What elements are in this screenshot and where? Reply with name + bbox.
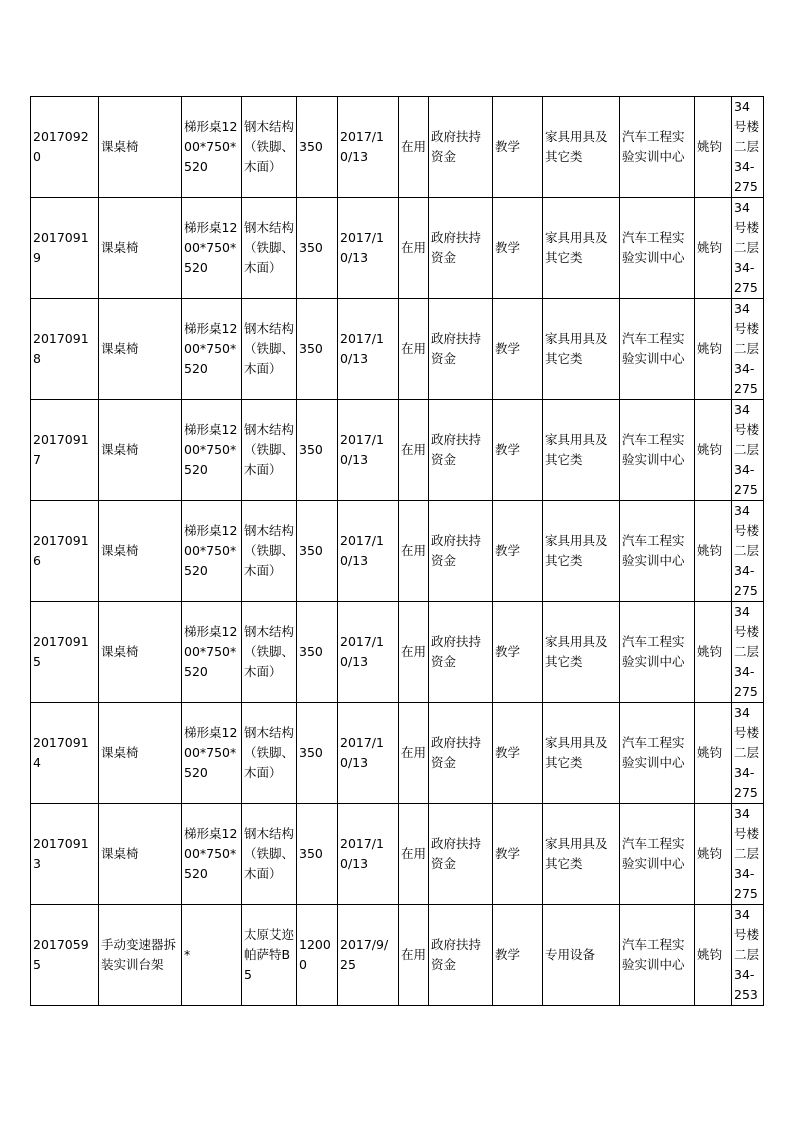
asset-id-cell: 20170919 <box>31 198 99 299</box>
category-cell: 家具用具及其它类 <box>543 804 620 905</box>
model-cell: 梯形桌1200*750*520 <box>182 602 242 703</box>
asset-name-cell: 课桌椅 <box>99 501 182 602</box>
keeper-cell: 姚钧 <box>695 804 732 905</box>
location-cell: 34号楼二层34-275 <box>732 97 764 198</box>
table-row <box>31 97 764 198</box>
usage-cell: 教学 <box>493 602 543 703</box>
usage-cell: 教学 <box>493 97 543 198</box>
model-cell: 梯形桌1200*750*520 <box>182 198 242 299</box>
date-cell: 2017/10/13 <box>338 400 399 501</box>
model-cell: 梯形桌1200*750*520 <box>182 703 242 804</box>
status-cell: 在用 <box>399 905 429 1006</box>
spec-cell: 钢木结构（铁脚、木面） <box>242 97 297 198</box>
table-row <box>31 602 764 703</box>
department-cell: 汽车工程实验实训中心 <box>620 804 695 905</box>
keeper-cell: 姚钧 <box>695 602 732 703</box>
cost-cell: 350 <box>297 501 338 602</box>
asset-id-cell: 20170916 <box>31 501 99 602</box>
department-cell: 汽车工程实验实训中心 <box>620 97 695 198</box>
keeper-cell: 姚钧 <box>695 97 732 198</box>
date-cell: 2017/10/13 <box>338 703 399 804</box>
spec-cell: 太原艾迩帕萨特B5 <box>242 905 297 1006</box>
asset-name-cell: 课桌椅 <box>99 400 182 501</box>
table-row <box>31 905 764 1006</box>
date-cell: 2017/10/13 <box>338 299 399 400</box>
keeper-cell: 姚钧 <box>695 501 732 602</box>
table-row <box>31 804 764 905</box>
cost-cell: 350 <box>297 299 338 400</box>
table-row <box>31 501 764 602</box>
usage-cell: 教学 <box>493 905 543 1006</box>
status-cell: 在用 <box>399 198 429 299</box>
spec-cell: 钢木结构（铁脚、木面） <box>242 198 297 299</box>
cost-cell: 350 <box>297 804 338 905</box>
usage-cell: 教学 <box>493 198 543 299</box>
keeper-cell: 姚钧 <box>695 400 732 501</box>
table-row <box>31 198 764 299</box>
category-cell: 专用设备 <box>543 905 620 1006</box>
keeper-cell: 姚钧 <box>695 198 732 299</box>
model-cell: 梯形桌1200*750*520 <box>182 97 242 198</box>
location-cell: 34号楼二层34-275 <box>732 602 764 703</box>
model-cell: 梯形桌1200*750*520 <box>182 299 242 400</box>
location-cell: 34号楼二层34-275 <box>732 400 764 501</box>
asset-id-cell: 20170595 <box>31 905 99 1006</box>
status-cell: 在用 <box>399 703 429 804</box>
keeper-cell: 姚钧 <box>695 703 732 804</box>
asset-id-cell: 20170917 <box>31 400 99 501</box>
date-cell: 2017/10/13 <box>338 501 399 602</box>
spec-cell: 钢木结构（铁脚、木面） <box>242 400 297 501</box>
status-cell: 在用 <box>399 400 429 501</box>
cost-cell: 350 <box>297 400 338 501</box>
usage-cell: 教学 <box>493 400 543 501</box>
table-row <box>31 703 764 804</box>
location-cell: 34号楼二层34-275 <box>732 804 764 905</box>
funding-cell: 政府扶持资金 <box>429 804 493 905</box>
category-cell: 家具用具及其它类 <box>543 97 620 198</box>
spec-cell: 钢木结构（铁脚、木面） <box>242 804 297 905</box>
asset-id-cell: 20170915 <box>31 602 99 703</box>
department-cell: 汽车工程实验实训中心 <box>620 299 695 400</box>
location-cell: 34号楼二层34-275 <box>732 703 764 804</box>
location-cell: 34号楼二层34-275 <box>732 299 764 400</box>
asset-name-cell: 课桌椅 <box>99 703 182 804</box>
department-cell: 汽车工程实验实训中心 <box>620 501 695 602</box>
cost-cell: 12000 <box>297 905 338 1006</box>
asset-name-cell: 手动变速器拆装实训台架 <box>99 905 182 1006</box>
location-cell: 34号楼二层34-275 <box>732 198 764 299</box>
funding-cell: 政府扶持资金 <box>429 905 493 1006</box>
category-cell: 家具用具及其它类 <box>543 703 620 804</box>
usage-cell: 教学 <box>493 299 543 400</box>
cost-cell: 350 <box>297 703 338 804</box>
department-cell: 汽车工程实验实训中心 <box>620 905 695 1006</box>
spec-cell: 钢木结构（铁脚、木面） <box>242 299 297 400</box>
spec-cell: 钢木结构（铁脚、木面） <box>242 703 297 804</box>
keeper-cell: 姚钧 <box>695 299 732 400</box>
asset-id-cell: 20170913 <box>31 804 99 905</box>
asset-name-cell: 课桌椅 <box>99 299 182 400</box>
model-cell: 梯形桌1200*750*520 <box>182 400 242 501</box>
cost-cell: 350 <box>297 198 338 299</box>
department-cell: 汽车工程实验实训中心 <box>620 703 695 804</box>
location-cell: 34号楼二层34-253 <box>732 905 764 1006</box>
table-row <box>31 299 764 400</box>
table-row <box>31 400 764 501</box>
cost-cell: 350 <box>297 97 338 198</box>
category-cell: 家具用具及其它类 <box>543 501 620 602</box>
asset-table-body <box>31 97 764 1006</box>
status-cell: 在用 <box>399 602 429 703</box>
asset-name-cell: 课桌椅 <box>99 97 182 198</box>
department-cell: 汽车工程实验实训中心 <box>620 400 695 501</box>
asset-name-cell: 课桌椅 <box>99 198 182 299</box>
funding-cell: 政府扶持资金 <box>429 703 493 804</box>
funding-cell: 政府扶持资金 <box>429 198 493 299</box>
asset-table <box>30 96 764 1006</box>
asset-id-cell: 20170914 <box>31 703 99 804</box>
category-cell: 家具用具及其它类 <box>543 602 620 703</box>
category-cell: 家具用具及其它类 <box>543 299 620 400</box>
funding-cell: 政府扶持资金 <box>429 97 493 198</box>
usage-cell: 教学 <box>493 804 543 905</box>
date-cell: 2017/10/13 <box>338 602 399 703</box>
funding-cell: 政府扶持资金 <box>429 501 493 602</box>
asset-id-cell: 20170918 <box>31 299 99 400</box>
spec-cell: 钢木结构（铁脚、木面） <box>242 501 297 602</box>
funding-cell: 政府扶持资金 <box>429 400 493 501</box>
department-cell: 汽车工程实验实训中心 <box>620 602 695 703</box>
asset-id-cell: 20170920 <box>31 97 99 198</box>
keeper-cell: 姚钧 <box>695 905 732 1006</box>
date-cell: 2017/10/13 <box>338 804 399 905</box>
usage-cell: 教学 <box>493 501 543 602</box>
date-cell: 2017/10/13 <box>338 198 399 299</box>
asset-name-cell: 课桌椅 <box>99 602 182 703</box>
date-cell: 2017/10/13 <box>338 97 399 198</box>
asset-name-cell: 课桌椅 <box>99 804 182 905</box>
model-cell: 梯形桌1200*750*520 <box>182 501 242 602</box>
status-cell: 在用 <box>399 804 429 905</box>
status-cell: 在用 <box>399 97 429 198</box>
funding-cell: 政府扶持资金 <box>429 299 493 400</box>
funding-cell: 政府扶持资金 <box>429 602 493 703</box>
model-cell: * <box>182 905 242 1006</box>
cost-cell: 350 <box>297 602 338 703</box>
status-cell: 在用 <box>399 299 429 400</box>
usage-cell: 教学 <box>493 703 543 804</box>
status-cell: 在用 <box>399 501 429 602</box>
date-cell: 2017/9/25 <box>338 905 399 1006</box>
location-cell: 34号楼二层34-275 <box>732 501 764 602</box>
category-cell: 家具用具及其它类 <box>543 400 620 501</box>
spec-cell: 钢木结构（铁脚、木面） <box>242 602 297 703</box>
model-cell: 梯形桌1200*750*520 <box>182 804 242 905</box>
department-cell: 汽车工程实验实训中心 <box>620 198 695 299</box>
category-cell: 家具用具及其它类 <box>543 198 620 299</box>
